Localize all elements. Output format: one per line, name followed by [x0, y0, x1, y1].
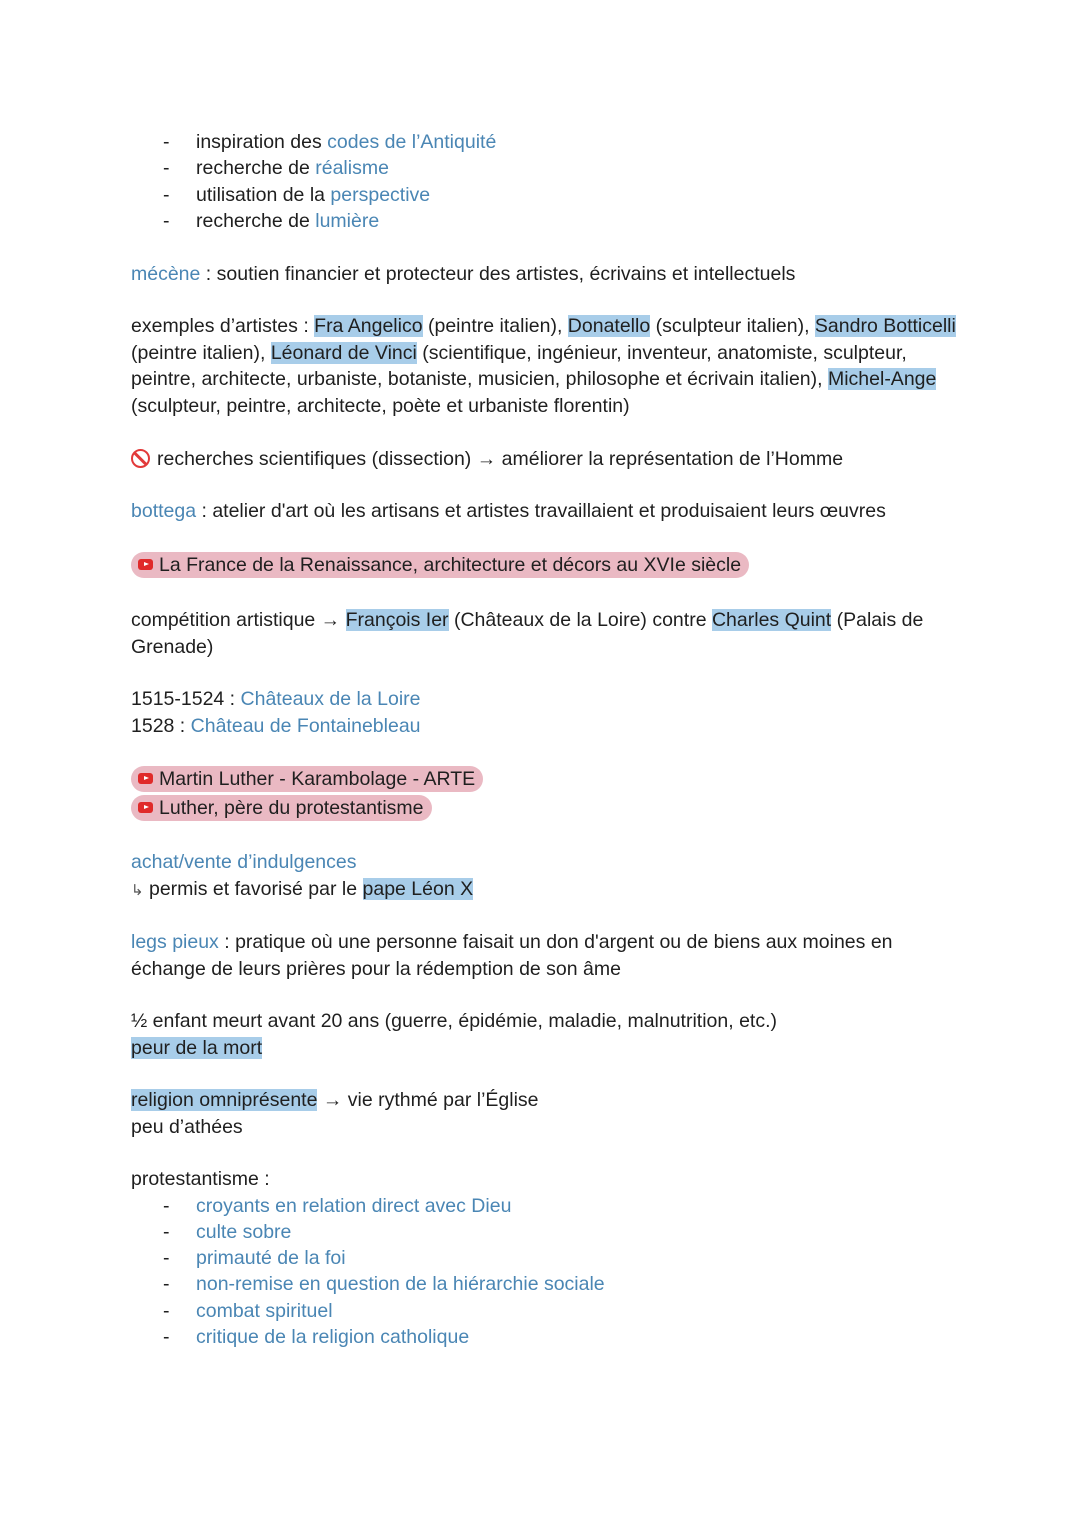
mecene-definition: mécène : soutien financier et protecteur des artistes, écrivains et intellectuels: [131, 263, 796, 285]
person-name: Charles Quint: [711, 609, 832, 631]
list-item: - critique de la religion catholique: [131, 1324, 961, 1350]
no-entry-icon: [131, 449, 150, 468]
video-chip[interactable]: Martin Luther - Karambolage - ARTE: [131, 766, 483, 792]
bottega-term: bottega: [131, 500, 197, 522]
video-links-luther: [131, 765, 961, 823]
date-line: 1528 : Château de Fontainebleau: [131, 714, 421, 737]
artist-name: Michel-Ange: [827, 368, 937, 390]
research-line: recherches scientifiques (dissection) → améliorer la représentation de l’Homme: [131, 446, 961, 473]
return-arrow-icon: ↳: [131, 881, 144, 899]
death-section: ½ enfant meurt avant 20 ans (guerre, épidémie, maladie, malnutrition, etc.) peur de la mort: [131, 1010, 778, 1059]
indulgences-term: achat/vente d’indulgences: [131, 851, 357, 873]
date-line: 1515-1524 : Châteaux de la Loire: [131, 688, 421, 710]
list-item: - inspiration des codes de l’Antiquité: [131, 129, 961, 155]
youtube-icon: [138, 559, 153, 570]
list-item: - utilisation de la perspective: [131, 182, 961, 208]
youtube-icon: [138, 802, 153, 813]
legs-definition: legs pieux : pratique où une personne faisait un don d'argent ou de biens aux moines en échange de leurs prières pour la rédemption de son âme: [131, 931, 893, 980]
list-item: - croyants en relation direct avec Dieu: [131, 1193, 961, 1219]
list-item: - recherche de lumière: [131, 208, 961, 234]
list-item: - non-remise en question de la hiérarchie sociale: [131, 1271, 961, 1297]
artists-paragraph: exemples d’artistes : Fra Angelico (peintre italien), Donatello (sculpteur italien), Sandro Botticelli (peintre italien), Léonard de Vinci (scientifique, ingénieur, inventeur, anatomiste, sculpteur, peintre, architecte, urbaniste, botaniste, musicien, philosophe et écrivain italien), Michel-Ange (sculpteur, peintre, architecte, poète et urbaniste florentin): [131, 315, 956, 417]
religion-section: religion omniprésente → vie rythmé par l’Église peu d’athées: [131, 1089, 539, 1138]
list-item: - combat spirituel: [131, 1298, 961, 1324]
video-chip[interactable]: Luther, père du protestantisme: [131, 795, 432, 821]
highlight: peur de la mort: [131, 1036, 263, 1059]
mecene-term: mécène: [131, 263, 201, 285]
dates-list: [131, 686, 961, 739]
section-title: protestantisme :: [131, 1168, 270, 1190]
indulgences-section: achat/vente d’indulgences ↳ permis et favorisé par le pape Léon X: [131, 849, 961, 904]
video-link-renaissance: [131, 552, 961, 579]
bottega-definition: bottega : atelier d'art où les artisans et artistes travaillaient et produisaient leurs œuvres: [131, 500, 886, 522]
youtube-icon: [138, 773, 153, 784]
list-item: - recherche de réalisme: [131, 155, 961, 181]
competition-paragraph: compétition artistique → François Ier (Châteaux de la Loire) contre Charles Quint (Palais de Grenade): [131, 609, 924, 658]
artist-name: Fra Angelico: [314, 315, 423, 337]
artist-name: Sandro Botticelli: [814, 315, 956, 337]
person-name: pape Léon X: [362, 877, 474, 900]
list-item: - primauté de la foi: [131, 1245, 961, 1271]
video-chip[interactable]: La France de la Renaissance, architecture et décors au XVIe siècle: [131, 552, 749, 578]
artist-name: Donatello: [567, 315, 651, 337]
renaissance-traits-list: [131, 129, 961, 234]
highlight: religion omniprésente: [131, 1089, 318, 1111]
legs-term: legs pieux: [131, 931, 219, 953]
protestantism-section: [131, 1166, 961, 1350]
person-name: François Ier: [345, 609, 449, 631]
list-item: - culte sobre: [131, 1219, 961, 1245]
protestantism-list: [131, 1193, 961, 1351]
artist-name: Léonard de Vinci: [270, 341, 417, 364]
